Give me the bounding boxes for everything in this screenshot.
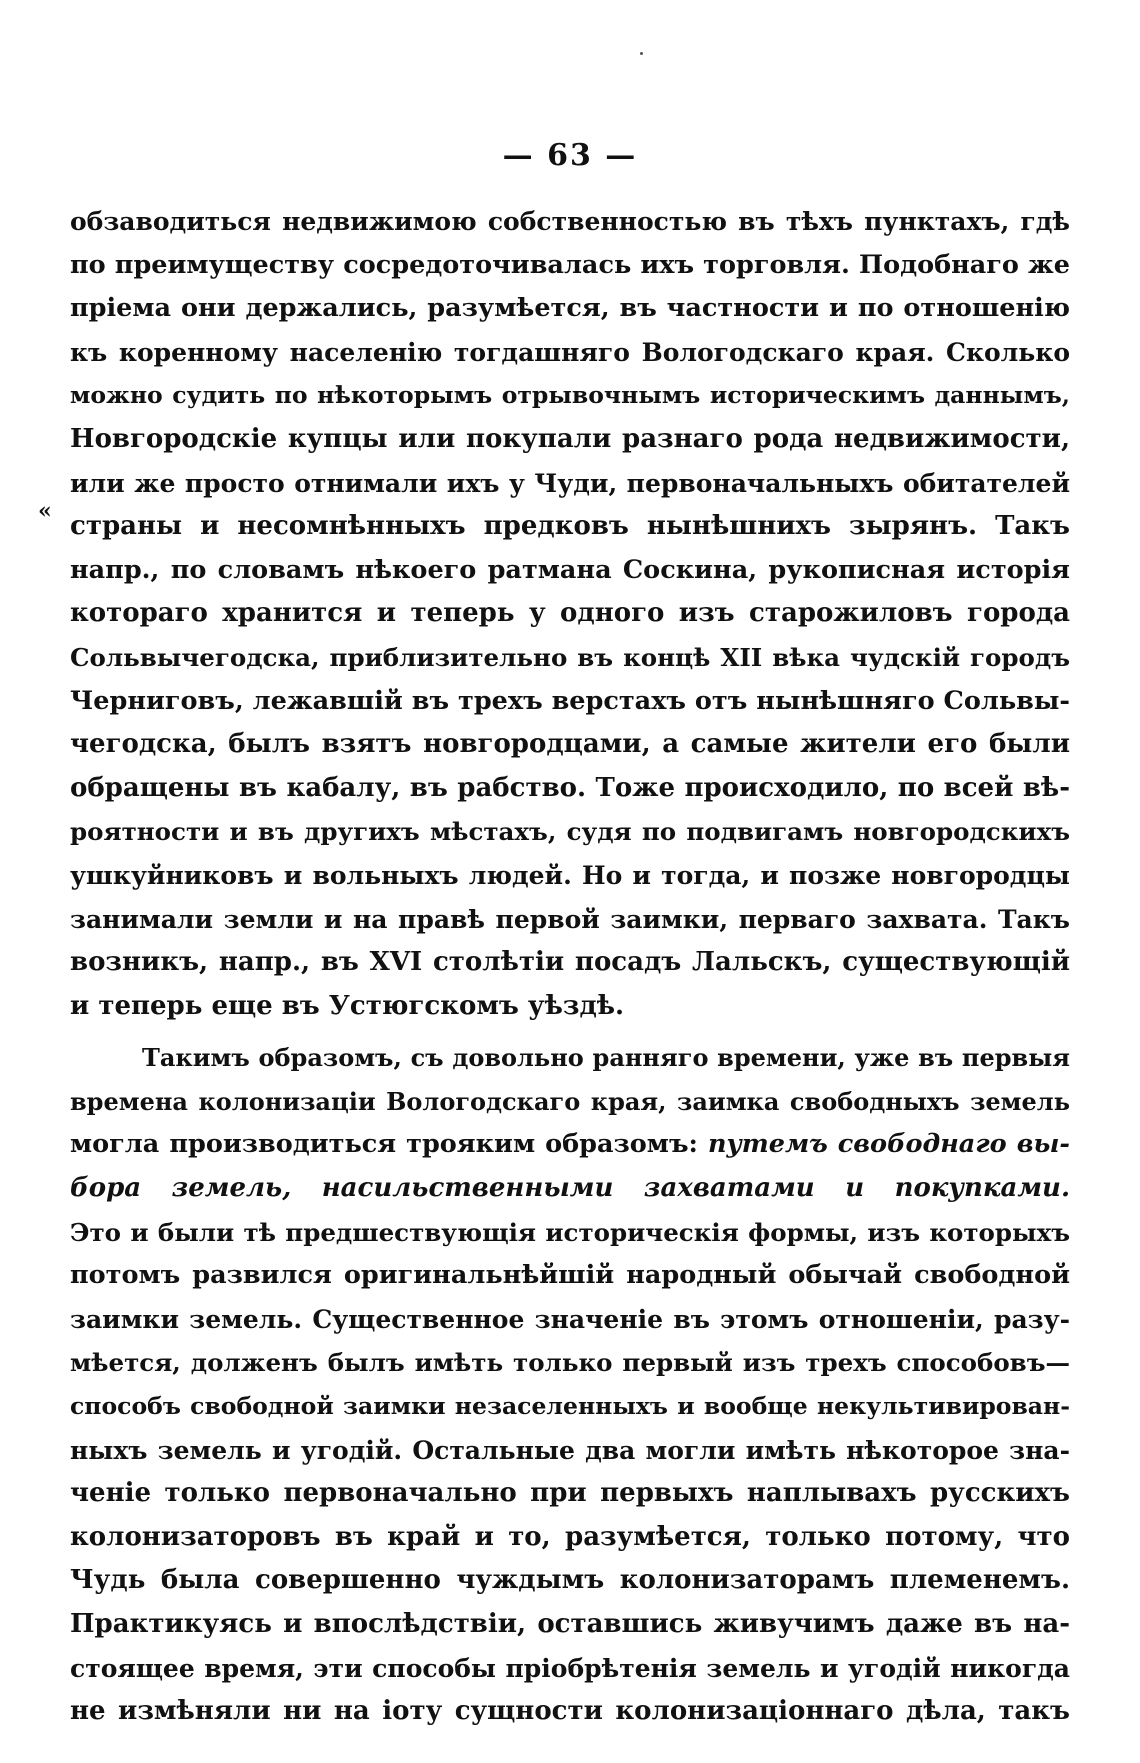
text-line: къ коренному населенію тогдашняго Вологодскаго края. Сколько	[70, 337, 1070, 367]
text-line: можно судить по нѣкоторымъ отрывочнымъ историческимъ даннымъ,	[70, 381, 1070, 410]
body-text	[70, 200, 1070, 1734]
text-line: пріема они держались, разумѣется, въ частности и по отношенію	[70, 293, 1070, 324]
text-span-plain: могла производиться трояким образомъ:	[70, 1129, 708, 1160]
page-number: — 63 —	[502, 138, 638, 173]
text-line: страны и несомнѣнныхъ предковъ нынѣшнихъ зырянъ. Такъ	[70, 511, 1070, 542]
text-line: котораго хранится и теперь у одного изъ старожиловъ города	[70, 598, 1070, 629]
text-line: возникъ, напр., въ XVI столѣтіи посадъ Лальскъ, существующій	[70, 947, 1070, 978]
text-line: колонизаторовъ въ край и то, разумѣется, только потому, что	[70, 1521, 1070, 1552]
paragraph-gap	[70, 1028, 1070, 1036]
text-line: напр., по словамъ нѣкоего ратмана Соскина, рукописная исторія	[70, 554, 1070, 585]
text-line: ныхъ земель и угодій. Остальные два могли имѣть нѣкоторое зна-	[70, 1435, 1070, 1465]
margin-mark: «	[38, 498, 52, 524]
text-line-italic: бора земель, насильственными захватами и покупками.	[70, 1173, 1070, 1204]
text-line: Новгородскіе купцы или покупали разнаго рода недвижимости,	[70, 423, 1070, 454]
text-line-mixed	[70, 1123, 1070, 1167]
text-line: ченіе только первоначально при первыхъ наплывахъ русскихъ	[70, 1478, 1070, 1509]
text-line: обзаводиться недвижимою собственностью въ тѣхъ пунктахъ, гдѣ	[70, 207, 1070, 236]
text-line: не измѣняли ни на іоту сущности колонизаціоннаго дѣла, такъ	[70, 1696, 1070, 1727]
text-line: роятности и въ другихъ мѣстахъ, судя по подвигамъ новгородскихъ	[70, 817, 1070, 847]
text-line: чегодска, былъ взятъ новгородцами, а самые жители его были	[70, 729, 1070, 760]
text-line: занимали земли и на правѣ первой заимки, перваго захвата. Такъ	[70, 904, 1070, 934]
text-line: мѣется, долженъ былъ имѣть только первый изъ трехъ способовъ—	[70, 1348, 1070, 1378]
text-line: ушкуйниковъ и вольныхъ людей. Но и тогда, и позже новгородцы	[70, 860, 1070, 890]
text-line: способъ свободной заимки незаселенныхъ и вообще некультивирован-	[70, 1392, 1070, 1421]
text-line: потомъ развился оригинальнѣйшій народный обычай свободной	[70, 1260, 1070, 1291]
text-span-italic: путемъ свободнаго вы-	[707, 1129, 1070, 1160]
text-line: по преимуществу сосредоточивалась ихъ торговля. Подобнаго же	[70, 249, 1070, 280]
text-line: или же просто отнимали ихъ у Чуди, первоначальныхъ обитателей	[70, 468, 1070, 498]
text-line: Это и были тѣ предшествующія историческія формы, изъ которыхъ	[70, 1217, 1070, 1247]
paper-speck	[640, 52, 643, 55]
text-line: Такимъ образомъ, съ довольно ранняго времени, уже въ первыя	[142, 1043, 1070, 1073]
text-line: обращены въ кабалу, въ рабство. Тоже происходило, по всей вѣ-	[70, 772, 1070, 803]
text-line: стоящее время, эти способы пріобрѣтенія земель и угодій никогда	[70, 1653, 1070, 1683]
text-line: Чудь была совершенно чуждымъ колонизаторамъ племенемъ.	[70, 1565, 1070, 1596]
text-line: Сольвычегодска, приблизительно въ концѣ XII вѣка чудскій городъ	[70, 642, 1070, 672]
text-line: заимки земель. Существенное значеніе въ этомъ отношеніи, разу-	[70, 1304, 1070, 1334]
text-line: Черниговъ, лежавшій въ трехъ верстахъ отъ нынѣшняго Сольвы-	[70, 685, 1070, 716]
text-line: времена колонизаціи Вологодскаго края, заимка свободныхъ земель	[70, 1086, 1070, 1116]
text-line: и теперь еще въ Устюгскомъ уѣздѣ.	[70, 990, 625, 1021]
text-line: Практикуясь и впослѣдствіи, оставшись живучимъ даже въ на-	[70, 1609, 1070, 1639]
